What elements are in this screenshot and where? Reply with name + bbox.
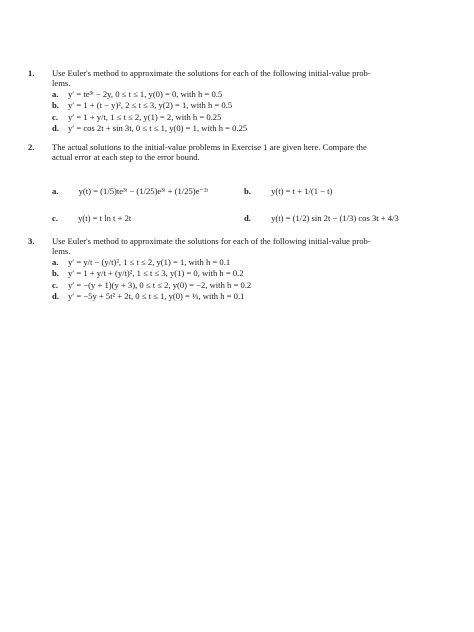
problem-part: [52, 268, 448, 280]
problem-part: [52, 291, 448, 303]
part-equation: y′ = −5y + 5t² + 2t, 0 ≤ t ≤ 1, y(0) = ⅓, with h = 0.1: [68, 291, 245, 302]
part-label: d.: [244, 213, 251, 223]
part-label: b.: [244, 186, 251, 196]
solution-equation: y(t) = (1/5)te³ᵗ − (1/25)e³ᵗ + (1/25)e⁻²ᵗ: [78, 186, 209, 196]
part-label: c.: [52, 111, 58, 122]
solution-equation: y(t) = t ln t + 2t: [78, 213, 132, 223]
solution-equation: y(t) = (1/2) sin 2t − (1/3) cos 3t + 4/3: [271, 213, 399, 223]
part-label: d.: [52, 291, 59, 302]
part-label: a.: [52, 256, 59, 267]
part-label: b.: [52, 100, 59, 111]
problem-number: 3.: [28, 236, 35, 246]
problem-part: [52, 112, 448, 124]
part-label: a.: [52, 186, 59, 196]
problem-text-line: lems.: [52, 78, 71, 89]
problem-number: 1.: [28, 68, 35, 78]
part-equation: y′ = cos 2t + sin 3t, 0 ≤ t ≤ 1, y(0) = 1, with h = 0.25: [68, 123, 248, 134]
problem-3: [28, 236, 448, 303]
part-label: c.: [52, 213, 58, 223]
part-label: a.: [52, 88, 59, 99]
problem-text: [52, 68, 448, 89]
problem-part: [52, 123, 448, 135]
part-equation: y′ = te³ᵗ − 2y, 0 ≤ t ≤ 1, y(0) = 0, with h = 0.5: [68, 88, 223, 99]
problem-text-line: lems.: [52, 246, 71, 257]
part-equation: y′ = 1 + (t − y)², 2 ≤ t ≤ 3, y(2) = 1, with h = 0.5: [68, 100, 233, 111]
part-label: b.: [52, 268, 59, 279]
solution-c: [52, 213, 131, 223]
problem-text: [52, 142, 448, 163]
problem-2: [28, 142, 448, 163]
part-label: d.: [52, 123, 59, 134]
problem-text-line: Use Euler's method to approximate the solutions for each of the following initial-value prob-: [52, 236, 371, 246]
problem-text-line: actual error at each step to the error bound.: [52, 152, 200, 163]
problem-number: 2.: [28, 142, 35, 152]
problem-part: [52, 89, 448, 101]
problem-1: [28, 68, 448, 135]
problem-part: [52, 100, 448, 112]
part-equation: y′ = y/t − (y/t)², 1 ≤ t ≤ 2, y(1) = 1, with h = 0.1: [68, 256, 231, 267]
part-equation: y′ = −(y + 1)(y + 3), 0 ≤ t ≤ 2, y(0) = −2, with h = 0.2: [68, 279, 252, 290]
problem-part: [52, 280, 448, 292]
part-label: c.: [52, 279, 58, 290]
solution-d: [244, 213, 399, 223]
part-equation: y′ = 1 + y/t, 1 ≤ t ≤ 2, y(1) = 2, with h = 0.25: [68, 111, 222, 122]
solution-equation: y(t) = t + 1/(1 − t): [271, 186, 333, 196]
solution-a: [52, 186, 208, 196]
problem-text: [52, 236, 448, 257]
problem-part: [52, 257, 448, 269]
problem-text-line: The actual solutions to the initial-value problems in Exercise 1 are given here. Compare the: [52, 142, 367, 152]
part-equation: y′ = 1 + y/t + (y/t)², 1 ≤ t ≤ 3, y(1) = 0, with h = 0.2: [68, 268, 244, 279]
problem-text-line: Use Euler's method to approximate the solutions for each of the following initial-value prob-: [52, 68, 371, 78]
solution-b: [244, 186, 332, 196]
